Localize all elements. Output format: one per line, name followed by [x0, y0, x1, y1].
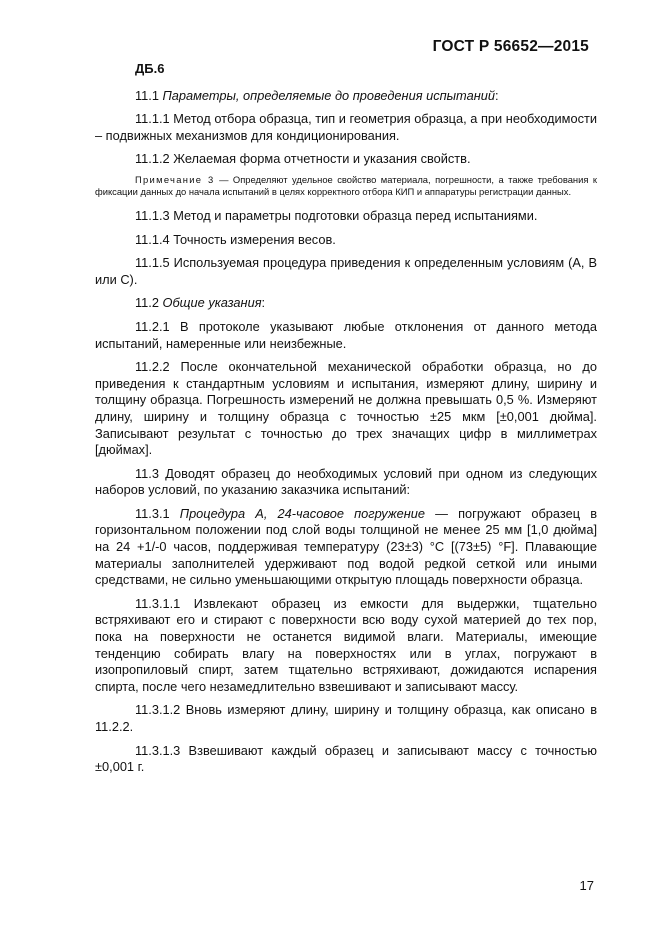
paragraph-11-2-2: 11.2.2 После окончательной механической обработки образца, но до приведения к стандартным условиям и испытания, измеряют длину, ширину и толщину образца. Погрешность измерений не должна превышать 0,5 %. Измеряют длину, ширину и толщину образца с точностью ±25 мкм [±0,001 дюйма]. Записывают результат с точностью до трех значащих цифр в миллиметрах [дюймах]. — [95, 359, 598, 458]
page-number: 17 — [579, 878, 594, 893]
paragraph-11-3-1: 11.3.1 Процедура А, 24-часовое погружение — погружают образец в горизонтальном положении под слой воды толщиной не менее 25 мм [1,0 дюйма] на 24 +1/-0 часов, поддерживая температуру (23±3) °C [(73±5) °F]. Плавающие материалы заполнителей удерживают под водой редкой сеткой или иными средствами, не сильно уменьшающими открытую площадь поверхности образца. — [95, 505, 598, 588]
paragraph-11-2-1: 11.2.1 В протоколе указывают любые отклонения от данного метода испытаний, намеренные или неизбежные. — [95, 318, 597, 351]
standard-header: ГОСТ Р 56652—2015 — [432, 38, 589, 55]
paragraph-11-1-4: 11.1.4 Точность измерения весов. — [135, 231, 336, 247]
note-3: Примечание 3 — Определяют удельное свойство материала, погрешности, а также требования к фиксации данных до начала испытаний в целях корректного отбора КИП и аппаратуры регистрации данных. — [95, 173, 598, 197]
paragraph-11-1: 11.1 Параметры, определяемые до проведения испытаний: — [135, 87, 499, 103]
paragraph-11-1-3: 11.1.3 Метод и параметры подготовки образца перед испытаниями. — [135, 207, 538, 223]
document-body — [95, 61, 597, 783]
section-label: ДБ.6 — [135, 61, 165, 76]
paragraph-11-3-1-1: 11.3.1.1 Извлекают образец из емкости для выдержки, тщательно встряхивают его и стирают с поверхности всю воду сухой материей до тех пор, пока на поверхности не останется видимой влаги. Материалы, имеющие тенденцию собирать влагу на поверхностях или в углах, погружают в изопропиловый спирт, затем тщательно встряхивают, дожидаются испарения спирта, после чего незамедлительно взвешивают и записывают массу. — [95, 595, 597, 694]
paragraph-11-2: 11.2 Общие указания: — [135, 295, 266, 311]
paragraph-11-1-5: 11.1.5 Используемая процедура приведения к определенным условиям (А, В или С). — [95, 255, 597, 287]
paragraph-11-1-1: 11.1.1 Метод отбора образца, тип и геометрия образца, а при необходимости – подвижных механизмов для кондиционирования. — [95, 111, 597, 143]
paragraph-11-3-1-2: 11.3.1.2 Вновь измеряют длину, ширину и толщину образца, как описано в 11.2.2. — [95, 702, 598, 734]
paragraph-11-3: 11.3 Доводят образец до необходимых условий при одном из следующих наборов условий, по указанию заказчика испытаний: — [95, 465, 597, 498]
paragraph-11-3-1-3: 11.3.1.3 Взвешивают каждый образец и записывают массу с точностью ±0,001 г. — [95, 742, 598, 775]
paragraph-11-1-2: 11.1.2 Желаемая форма отчетности и указания свойств. — [135, 151, 471, 167]
